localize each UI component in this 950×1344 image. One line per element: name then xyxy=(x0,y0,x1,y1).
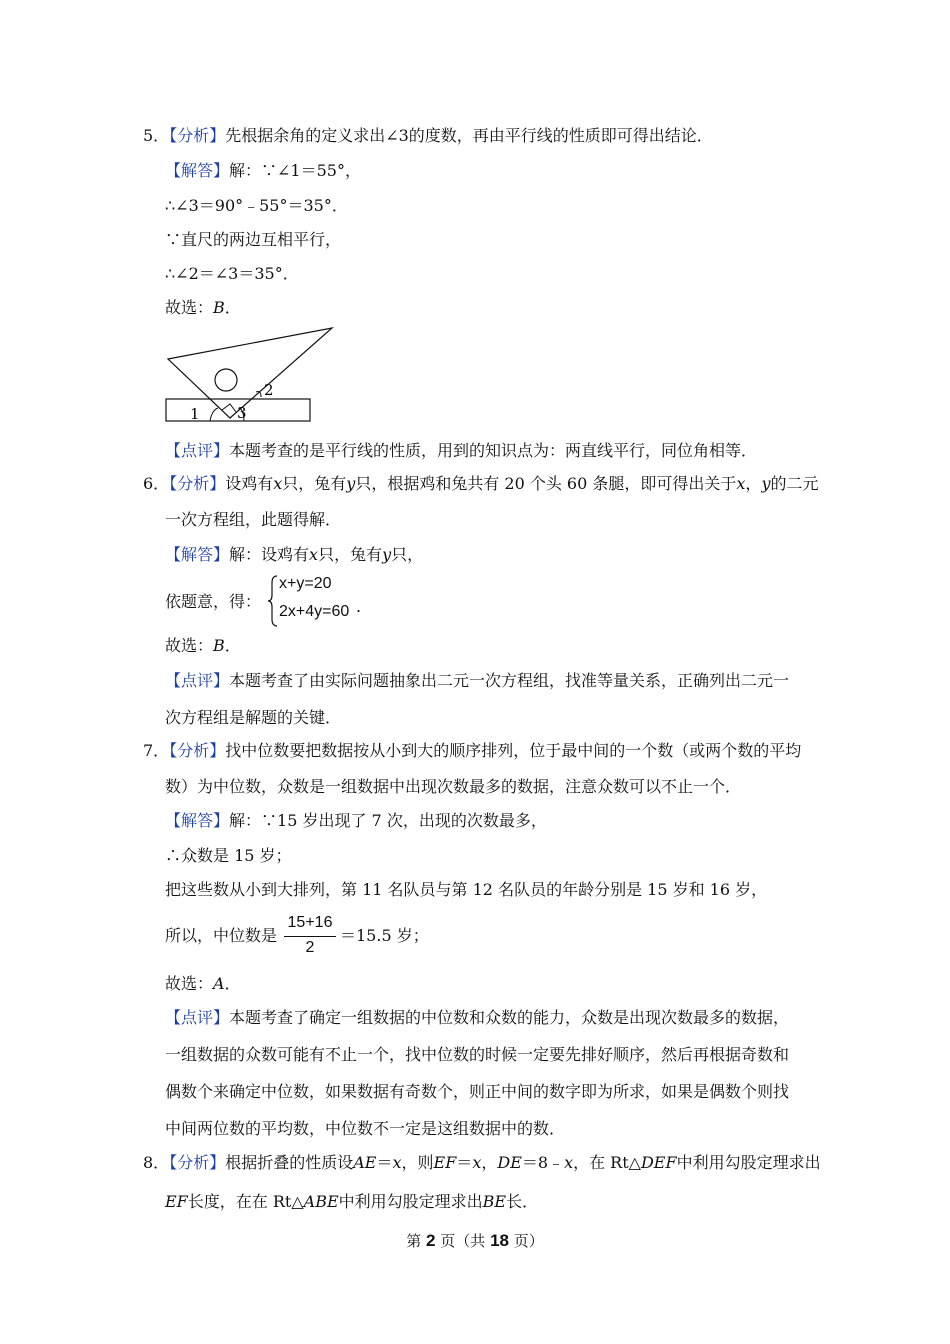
q7-answer-line xyxy=(165,811,547,831)
q5-choice-line xyxy=(165,298,241,318)
q5-step-2: ∴∠3＝90°﹣55°＝35°． xyxy=(165,196,348,215)
q6-equation-1: x+y=20 xyxy=(279,575,332,592)
q5-number: 5． xyxy=(143,126,170,145)
q7-analysis-tag: 【分析】 xyxy=(169,741,226,760)
q7-comment-line-2: 一组数据的众数可能有不止一个，找中位数的时候一定要先排好顺序，然后再根据奇数和 xyxy=(165,1045,790,1064)
q6-equation-end: . xyxy=(356,597,362,616)
q8-text-g: ，在 Rt△ xyxy=(573,1153,641,1172)
q5-figure-triangle-ruler xyxy=(160,322,340,424)
q6-var-x: x xyxy=(273,474,283,493)
q5-comment-line xyxy=(165,441,757,461)
q8-var-AE: AE xyxy=(353,1153,377,1172)
q5-step-3: ∵直尺的两边互相平行， xyxy=(165,230,342,249)
q7-step-3: 把这些数从小到大排列，第 11 名队员与第 12 名队员的年龄分别是 15 岁和 16 岁， xyxy=(165,880,768,899)
q8-number: 8． xyxy=(143,1153,170,1172)
q8-var-ABE: ABE xyxy=(303,1192,339,1211)
q6-ans-var-y: y xyxy=(382,545,392,564)
q6-equation-system xyxy=(268,575,388,627)
q6-equation-2: 2x+4y=60 xyxy=(279,603,350,620)
q8-var-DE: DE xyxy=(497,1153,522,1172)
label-1: 1 xyxy=(190,405,200,423)
q8-var-x-3: x xyxy=(564,1153,574,1172)
footer-page-number: 2 xyxy=(426,1231,436,1250)
q8-analysis-tag: 【分析】 xyxy=(169,1153,226,1172)
q6-comment-tag: 【点评】 xyxy=(165,671,230,690)
q6-var-x-2: x xyxy=(736,474,746,493)
q7-step-4-prefix: 所以，中位数是 xyxy=(165,926,278,945)
q8-text-d: ＝ xyxy=(456,1153,473,1172)
footer-total-pages: 18 xyxy=(490,1231,509,1250)
q6-analysis-line xyxy=(143,474,819,494)
q8-var-BE: BE xyxy=(482,1192,507,1211)
q8-analysis-line xyxy=(143,1153,821,1173)
q7-comment-text-1: 本题考查了确定一组数据的中位数和众数的能力，众数是出现次数最多的数据， xyxy=(229,1008,790,1027)
q6-choice-line xyxy=(165,636,241,656)
q8-text-a: 根据折叠的性质设 xyxy=(225,1153,354,1172)
q8-var-x: x xyxy=(392,1153,402,1172)
q6-choice-label: 故选： xyxy=(165,636,214,655)
q6-comment-line xyxy=(165,671,789,691)
q8-text-l2a: 长度，在在 Rt△ xyxy=(187,1192,304,1211)
q5-comment-tag: 【点评】 xyxy=(165,441,230,460)
q7-comment-line-4: 中间两位数的平均数，中位数不一定是这组数据中的数． xyxy=(165,1119,566,1138)
q6-var-y-2: y xyxy=(761,474,771,493)
angle-1-arc xyxy=(210,408,218,421)
q5-analysis-line xyxy=(143,126,713,146)
q6-answer-line xyxy=(165,545,423,565)
q6-analysis-text-e: 的二元 xyxy=(770,474,819,493)
q8-var-EF: EF xyxy=(433,1153,457,1172)
q8-text-c: ，则 xyxy=(401,1153,434,1172)
q5-answer-text: 解：∵∠1＝55°， xyxy=(229,161,361,180)
q6-answer-text-a: 解：设鸡有 xyxy=(229,545,310,564)
q5-analysis-text: 先根据余角的定义求出∠3的度数，再由平行线的性质即可得出结论． xyxy=(225,126,713,145)
q7-median-fraction xyxy=(282,914,338,960)
q7-analysis-line-2: 数）为中位数，众数是一组数据中出现次数最多的数据，注意众数可以不止一个． xyxy=(165,777,742,796)
q6-answer-tag: 【解答】 xyxy=(165,545,230,564)
q5-analysis-tag: 【分析】 xyxy=(169,126,226,145)
left-brace-icon xyxy=(268,575,278,627)
q6-comment-text-1: 本题考查了由实际问题抽象出二元一次方程组，找准等量关系，正确列出二元一 xyxy=(229,671,790,690)
q7-step-4-suffix: ＝15.5 岁； xyxy=(340,926,429,945)
label-3: 3 xyxy=(237,404,247,422)
q6-analysis-text-d: ， xyxy=(745,474,762,493)
q8-var-x-2: x xyxy=(472,1153,482,1172)
q5-comment-text: 本题考查的是平行线的性质，用到的知识点为：两直线平行，同位角相等． xyxy=(229,441,758,460)
q8-analysis-line-2 xyxy=(165,1192,538,1212)
q7-comment-tag: 【点评】 xyxy=(165,1008,230,1027)
q6-analysis-text-c: 只，根据鸡和兔共有 20 个头 60 条腿，即可得出关于 xyxy=(355,474,737,493)
q7-step-2: ∴众数是 15 岁； xyxy=(165,846,292,865)
q8-text-b: ＝ xyxy=(376,1153,393,1172)
q5-choice-dot: ． xyxy=(224,298,241,317)
q6-var-y: y xyxy=(346,474,356,493)
q6-equation-label: 依题意，得： xyxy=(165,592,262,611)
q6-answer-text-c: 只， xyxy=(391,545,424,564)
q7-choice-answer: A xyxy=(213,974,225,993)
q6-ans-var-x: x xyxy=(309,545,319,564)
q8-text-f: ＝8﹣ xyxy=(521,1153,565,1172)
triangle-hole xyxy=(215,369,237,391)
q7-answer-tag: 【解答】 xyxy=(165,811,230,830)
q7-comment-line xyxy=(165,1008,789,1028)
q7-number: 7． xyxy=(143,741,170,760)
q5-choice-answer: B xyxy=(213,298,225,317)
q5-answer-tag: 【解答】 xyxy=(165,161,230,180)
q6-choice-dot: ． xyxy=(224,636,241,655)
fraction-bar xyxy=(284,936,336,937)
q5-answer-line xyxy=(165,161,361,181)
q7-choice-dot: ． xyxy=(224,974,241,993)
label-2: 2 xyxy=(264,381,274,399)
q7-comment-line-3: 偶数个来确定中位数，如果数据有奇数个，则正中间的数字即为所求，如果是偶数个则找 xyxy=(165,1082,790,1101)
q6-analysis-text-a: 设鸡有 xyxy=(225,474,274,493)
q8-text-l2b: 中利用勾股定理求出 xyxy=(338,1192,483,1211)
q7-analysis-text-1: 找中位数要把数据按从小到大的顺序排列，位于最中间的一个数（或两个数的平均 xyxy=(225,741,802,760)
fraction-numerator: 15+16 xyxy=(287,914,333,931)
q6-analysis-line-2: 一次方程组，此题得解． xyxy=(165,510,342,529)
fraction-denominator: 2 xyxy=(305,939,315,956)
q6-comment-line-2: 次方程组是解题的关键． xyxy=(165,708,342,727)
q5-step-4: ∴∠2＝∠3＝35°． xyxy=(165,264,299,283)
q8-var-DEF: DEF xyxy=(640,1153,677,1172)
right-angle-mark xyxy=(222,404,236,412)
q6-analysis-tag: 【分析】 xyxy=(169,474,226,493)
q6-choice-answer: B xyxy=(213,636,225,655)
q6-analysis-text-b: 只，兔有 xyxy=(282,474,347,493)
q8-var-EF-2: EF xyxy=(165,1192,188,1211)
q7-analysis-line xyxy=(143,741,801,761)
q5-choice-label: 故选： xyxy=(165,298,214,317)
q7-answer-text: 解：∵15 岁出现了 7 次，出现的次数最多， xyxy=(229,811,547,830)
footer-middle: 页（共 xyxy=(440,1232,486,1250)
q8-text-l2c: 长． xyxy=(506,1192,539,1211)
q8-text-h: 中利用勾股定理求出 xyxy=(676,1153,821,1172)
footer-prefix: 第 xyxy=(406,1232,422,1250)
page-footer xyxy=(0,1230,950,1251)
q7-choice-label: 故选： xyxy=(165,974,214,993)
q6-number: 6． xyxy=(143,474,170,493)
q7-choice-line xyxy=(165,974,241,994)
footer-suffix: 页） xyxy=(513,1232,544,1250)
q8-text-e: ， xyxy=(481,1153,498,1172)
q6-answer-text-b: 只，兔有 xyxy=(318,545,383,564)
